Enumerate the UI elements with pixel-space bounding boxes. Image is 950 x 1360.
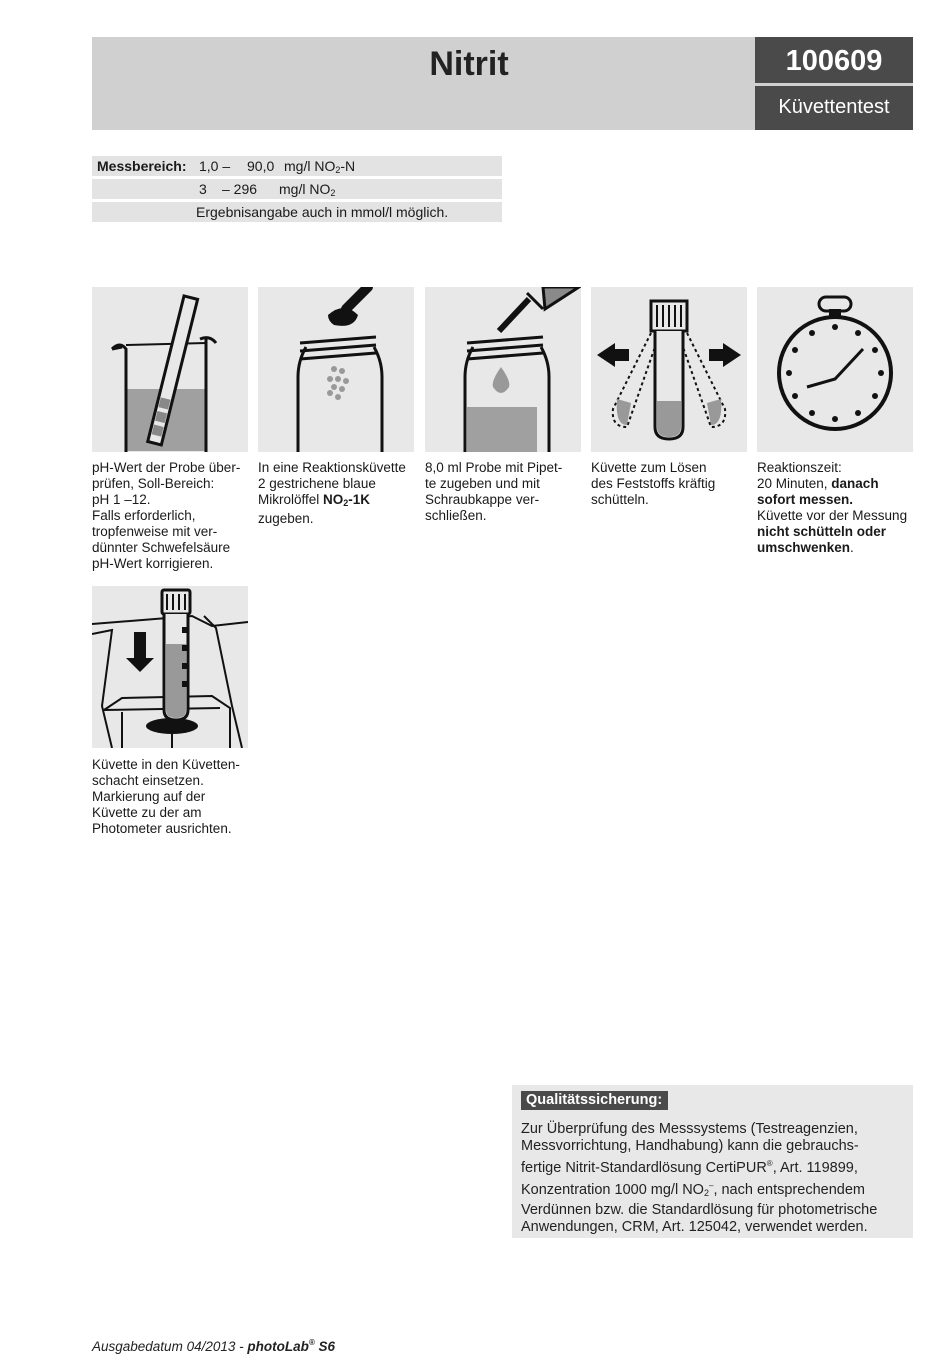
shake-cuvette-icon xyxy=(591,287,747,452)
article-box xyxy=(755,37,913,130)
spoon-cuvette-icon xyxy=(258,287,414,452)
step-2-description: In eine Reaktionsküvette 2 gestrichene blaue Mikrolöffel $NO_2-1K$ zugeben. xyxy=(258,460,406,526)
stopwatch-icon xyxy=(757,287,913,452)
range-note: Ergebnisangabe auch in mmol/l möglich. xyxy=(196,204,449,220)
range-max: 90,0 xyxy=(247,158,275,174)
quality-assurance-box xyxy=(512,1085,913,1238)
measuring-range-table xyxy=(92,156,502,225)
header-bar xyxy=(92,37,913,130)
article-number: 100609 xyxy=(755,37,913,83)
range-max: – 296 xyxy=(222,181,258,197)
step-4-description: Küvette zum Lösen des Feststoffs kräftig schütteln. xyxy=(591,460,716,507)
range-unit: mg/l $NO_2$ xyxy=(279,181,336,198)
range-min: 1,0 – xyxy=(199,158,231,174)
pipette-cuvette-icon xyxy=(425,287,581,452)
quality-assurance-text: Zur Überprüfung des Messsystems (Testreagenzien, Messvorrichtung, Handhabung) kann die gebrauchs- fertige Nitrit-Standardlösung CertiPUR®, Art. 119899, Konzentration 1000 mg/l $NO_2^-$, nach entsprechendem Verdünnen bzw. die Standardlösung für photometrische Anwendungen, CRM, Art. 125042, verwendet werden. xyxy=(521,1121,878,1235)
quality-assurance-label: Qualitätssicherung: xyxy=(521,1091,668,1110)
step-3-description: 8,0 ml Probe mit Pipet- te zugeben und mit Schraubkappe ver- schließen. xyxy=(425,460,563,523)
range-row-1 xyxy=(92,156,502,176)
range-unit: mg/l $NO_2-N$ xyxy=(284,158,356,175)
range-min: 3 xyxy=(199,181,207,197)
range-row-2 xyxy=(92,179,502,199)
step-6-description: Küvette in den Küvetten- schacht einsetzen. Markierung auf der Küvette zu der am Photometer ausrichten. xyxy=(92,757,240,836)
step-1-description: pH-Wert der Probe über- prüfen, Soll-Bereich: pH 1 –12. Falls erforderlich, tropfenweise mit ver- dünnter Schwefelsäure pH-Wert korrigieren. xyxy=(92,460,241,571)
product-name: photoLab xyxy=(247,1339,309,1354)
range-row-3 xyxy=(92,202,502,222)
beaker-ph-strip-icon xyxy=(92,287,248,452)
range-label: Messbereich: xyxy=(97,158,187,174)
product-model: S6 xyxy=(314,1339,336,1354)
insert-cuvette-icon xyxy=(92,586,248,748)
test-type-label: Küvettentest xyxy=(755,86,913,130)
footer: Ausgabedatum 04/2013 - photoLab® S6 xyxy=(92,1338,336,1354)
step-5-description: Reaktionszeit: 20 Minuten, danach sofort messen. Küvette vor der Messung nicht schütteln oder umschwenken. xyxy=(757,460,908,555)
page-title: Nitrit xyxy=(429,45,509,83)
issue-date: Ausgabedatum 04/2013 xyxy=(92,1339,236,1354)
